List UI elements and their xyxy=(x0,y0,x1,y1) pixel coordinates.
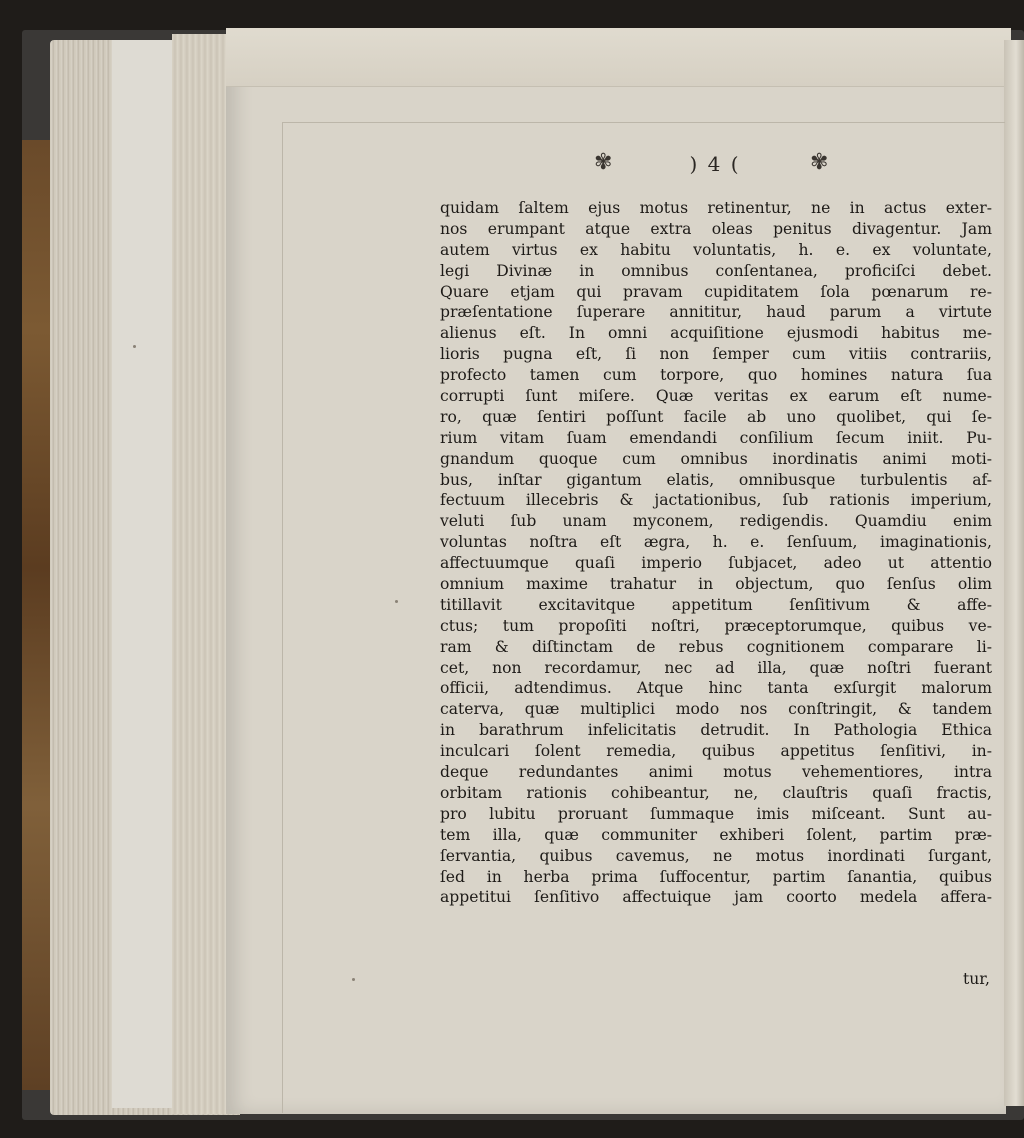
text-line: pro lubitu proruant ſummaque imis miſceant. Sunt au- xyxy=(440,804,992,823)
text-line: omnium maxime trahatur in objectum, quo ſenſus olim xyxy=(440,575,992,594)
text-line: alienus eſt. In omni acquiſitione ejusmodi habitus me- xyxy=(440,324,992,343)
text-line: bus, inſtar gigantum elatis, omnibusque turbulentis af- xyxy=(440,470,992,489)
gutter-fold xyxy=(172,34,234,1114)
paper-speck xyxy=(395,600,398,603)
text-line: Quare etjam qui pravam cupiditatem ſola pœnarum re- xyxy=(440,282,992,301)
text-line: cet, non recordamur, nec ad illa, quæ noſtri fuerant xyxy=(440,658,992,677)
text-line: præſentatione ſuperare annititur, haud parum a virtute xyxy=(440,303,992,322)
text-line: ram & diſtinctam de rebus cognitionem comparare li- xyxy=(440,637,992,656)
text-line: profecto tamen cum torpore, quo homines natura ſua xyxy=(440,366,992,385)
text-line: corrupti ſunt miſere. Quæ veritas ex earum eſt nume- xyxy=(440,387,992,406)
running-header xyxy=(590,150,840,186)
text-line: voluntas noſtra eſt ægra, h. e. ſenſuum, imaginationis, xyxy=(440,533,992,552)
text-line: titillavit excitavitque appetitum ſenſitivum & affe- xyxy=(440,595,992,614)
catchword: tur, xyxy=(962,970,990,988)
paper-speck xyxy=(133,345,136,348)
text-line: gnandum quoque cum omnibus inordinatis animi moti- xyxy=(440,449,992,468)
text-line: affectuumque quaſi imperio ſubjacet, adeo ut attentio xyxy=(440,554,992,573)
flower-ornament-icon: ✾ xyxy=(594,150,613,175)
verso-page-edge xyxy=(112,40,172,1108)
text-line: caterva, quæ multiplici modo nos conſtringit, & tandem xyxy=(440,700,992,719)
text-line: ſed in herba prima ſuffocentur, partim ſanantia, quibus xyxy=(440,867,992,886)
text-line: orbitam rationis cohibeantur, ne, clauſtris quaſi fractis, xyxy=(440,783,992,802)
text-line: rium vitam ſuam emendandi conſilium ſecum iniit. Pu- xyxy=(440,428,992,447)
text-line: legi Divinæ in omnibus conſentanea, proficiſci debet. xyxy=(440,261,992,280)
paper-speck xyxy=(352,978,355,981)
text-line: ro, quæ ſentiri poſſunt facile ab uno quolibet, qui ſe- xyxy=(440,407,992,426)
text-line: officii, adtendimus. Atque hinc tanta exſurgit malorum xyxy=(440,679,992,698)
body-text xyxy=(440,198,992,908)
text-line: quidam ſaltem ejus motus retinentur, ne in actus exter- xyxy=(440,199,992,217)
text-line: fectuum illecebris & jactationibus, ſub rationis imperium, xyxy=(440,491,992,510)
text-line: lioris pugna eſt, ſi non ſemper cum vitiis contrariis, xyxy=(440,345,992,364)
text-line: appetitui ſenſitivo affectuique jam coorto medela affera- xyxy=(440,888,992,907)
text-line: autem virtus ex habitu voluntatis, h. e. ex voluntate, xyxy=(440,240,992,259)
text-line: ſervantia, quibus cavemus, ne motus inordinati ſurgant, xyxy=(440,846,992,865)
text-line: nos erumpant atque extra oleas penitus divagentur. Jam xyxy=(440,219,992,238)
page-top-edge xyxy=(226,28,1011,87)
text-line: deque redundantes animi motus vehementiores, intra xyxy=(440,763,992,782)
text-line: tem illa, quæ communiter exhiberi ſolent, partim præ- xyxy=(440,825,992,844)
marbled-board-edge xyxy=(22,140,52,1090)
page-fore-edge xyxy=(1004,40,1024,1106)
text-line: veluti ſub unam myconem, redigendis. Quamdiu enim xyxy=(440,512,992,531)
page-number: ) 4 ( xyxy=(689,152,741,176)
flower-ornament-icon: ✾ xyxy=(810,150,829,175)
text-line: inculcari ſolent remedia, quibus appetitus ſenſitivi, in- xyxy=(440,742,992,761)
text-line: in barathrum infelicitatis detrudit. In Pathologia Ethica xyxy=(440,721,992,740)
text-line: ctus; tum propoſiti noſtri, præceptorumque, quibus ve- xyxy=(440,616,992,635)
